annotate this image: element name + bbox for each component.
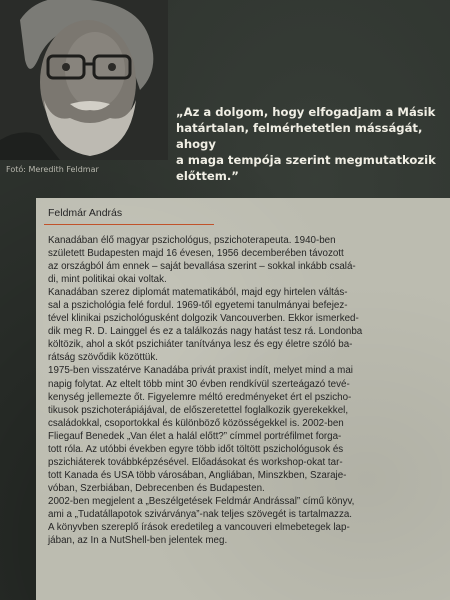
photo-credit: Fotó: Meredith Feldmar — [6, 165, 99, 174]
bio-line: családokkal, csoportokkal és különböző közösségekkel is. 2002-ben — [48, 417, 344, 429]
bio-line: Fliegauf Benedek „Van élet a halál előtt?” címmel portréfilmet forga- — [48, 430, 342, 442]
bio-line: jában, az In a NutShell-ben jelentek meg. — [48, 535, 228, 547]
author-name: Feldmár András — [48, 207, 123, 219]
author-quote — [176, 104, 438, 184]
quote-line: előttem.” — [176, 169, 239, 183]
portrait-illustration — [0, 0, 168, 160]
bio-line: di, mint politikai okai voltak. — [48, 274, 167, 286]
right-eye — [108, 63, 116, 71]
title-divider — [44, 224, 214, 225]
author-portrait-photo — [0, 0, 168, 160]
bio-line: tikusok pszichoterápiájával, de előszeretettel foglalkozik gyerekekkel, — [48, 404, 349, 416]
bio-line: született Budapesten majd 16 évesen, 1956 decemberében távozott — [48, 248, 344, 260]
bio-line: kenység jellemezte őt. Figyelemre méltó eredményeket ért el pszicho- — [48, 391, 352, 403]
quote-line: határtalan, felmérhetetlen másságát, ahogy — [176, 121, 423, 151]
author-biography — [48, 234, 444, 547]
bio-line: rátság szövődik közöttük. — [48, 352, 158, 364]
bio-line: költözik, ahol a skót pszichiáter tanítványa lesz és egy életre szóló ba- — [48, 339, 353, 351]
bio-line: vóban, Szerbiában, Debrecenben és Budapesten. — [48, 482, 265, 494]
bio-line: A könyvben szereplő írások eredetileg a vancouveri elmebetegek lap- — [48, 522, 350, 534]
bio-line: tével klinikai pszichológusként dolgozik Vancouverben. Ekkor ismerked- — [48, 313, 359, 325]
bio-line: az országból ám ennek – saját bevallása szerint – sokkal inkább csalá- — [48, 261, 356, 273]
bio-line: 1975-ben visszatérve Kanadába privát praxist indít, melyet mind a mai — [48, 365, 353, 377]
bio-line: Kanadában élő magyar pszichológus, pszichoterapeuta. 1940-ben — [48, 235, 336, 246]
bio-line: dik meg R. D. Lainggel és ez a találkozás nagy hatást tesz rá. Londonba — [48, 326, 363, 338]
bio-line: pszichiáterek továbbképzésével. Előadásokat és workshop-okat tar- — [48, 456, 343, 468]
bio-line: tott Kanada és USA több városában, Angliában, Minszkben, Szaraje- — [48, 469, 347, 481]
bio-line: tott róla. Az utóbbi években egyre több időt töltött pszichológusok és — [48, 443, 344, 455]
quote-line: „Az a dolgom, hogy elfogadjam a Másik — [176, 105, 436, 119]
author-bio-panel — [36, 198, 450, 600]
bio-line: Kanadában szerez diplomát matematikából, majd egy hirtelen váltás- — [48, 287, 348, 299]
left-eye — [62, 63, 70, 71]
bio-line: ami a „Tudatállapotok szivárványa”-nak teljes szövegét is tartalmazza. — [48, 508, 353, 520]
bio-line: napig folytat. Az eltelt több mint 30 évben rendkívül szerteágazó tevé- — [48, 378, 350, 390]
bio-line: 2002-ben megjelent a „Beszélgetések Feldmár Andrással” című könyv, — [48, 495, 355, 507]
quote-line: a maga tempója szerint megmutatkozik — [176, 153, 436, 167]
bio-line: sal a pszichológia felé fordul. 1969-től egyetemi tanulmányai befejez- — [48, 300, 348, 312]
